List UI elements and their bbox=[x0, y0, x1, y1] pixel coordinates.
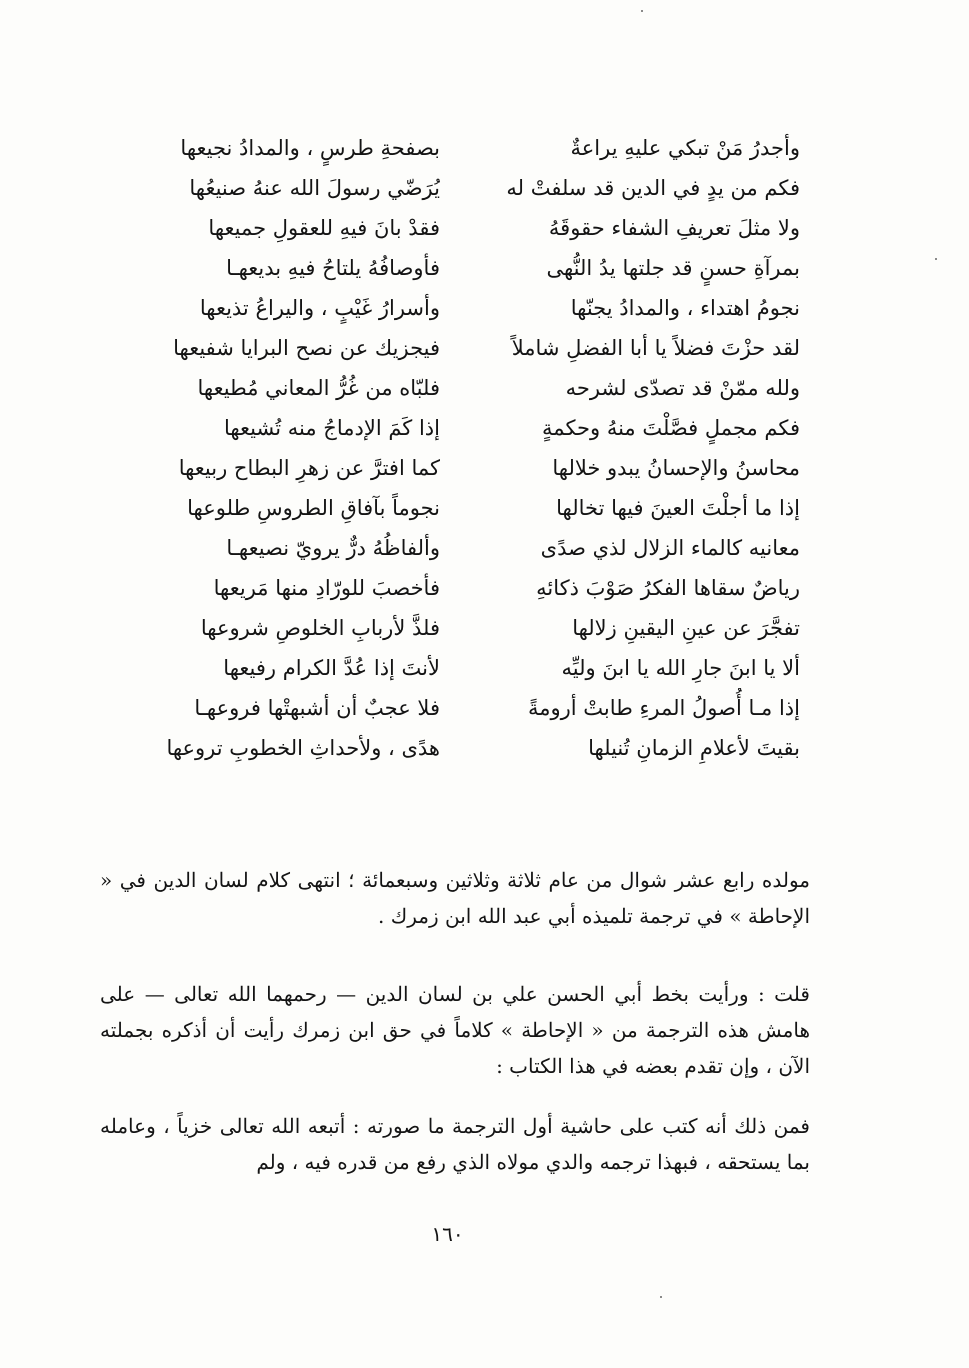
verse-line bbox=[140, 328, 800, 368]
verse-line bbox=[140, 688, 800, 728]
first-hemistich: لقد حزْتَ فضلاً يا أبا الفضلِ شاملاً bbox=[511, 336, 800, 360]
first-hemistich: فكم مجملٍ فصَّلْتَ منهُ وحكمةٍ bbox=[542, 416, 800, 440]
second-hemistich: فقدْ بانَ فيهِ للعقولِ جميعها bbox=[208, 216, 440, 240]
verse-line bbox=[140, 648, 800, 688]
first-hemistich: محاسنُ والإحسانُ يبدو خلالها bbox=[552, 456, 800, 480]
first-hemistich: إذا مـا أُصولُ المرءِ طابتْ أرومةً bbox=[527, 696, 800, 720]
first-hemistich: ولا مثلَ تعريفِ الشفاء حقوقَهُ bbox=[548, 216, 800, 240]
paragraph-text: مولده رابع عشر شوال من عام ثلاثة وثلاثين وسبعمائة ؛ انتهى كلام لسان الدين في « الإحاطة » في ترجمة تلميذه أبي عبد الله ابن زمرك . bbox=[100, 868, 810, 928]
verse-line bbox=[140, 168, 800, 208]
verse-line bbox=[140, 248, 800, 288]
verse-line bbox=[140, 608, 800, 648]
second-hemistich: فأخصبَ للورّادِ منها مَريعها bbox=[213, 576, 440, 600]
verse-line bbox=[140, 568, 800, 608]
first-hemistich: بمرآةِ حسنٍ قد جلتها يدُ النُّهى bbox=[546, 256, 800, 280]
second-hemistich: لأنتَ إذا عُدَّ الكرام رفيعها bbox=[223, 656, 440, 680]
first-hemistich: نجومُ اهتداء ، والمدادُ يجنّها bbox=[570, 296, 800, 320]
first-hemistich: معانيه كالماء الزلال لذي صدًى bbox=[540, 536, 800, 560]
verse-line bbox=[140, 128, 800, 168]
first-hemistich: ولله ممّنْ قد تصدّى لشرحه bbox=[565, 376, 800, 400]
scan-speck bbox=[935, 258, 937, 260]
verse-line bbox=[140, 208, 800, 248]
verse-line bbox=[140, 408, 800, 448]
second-hemistich: نجوماً بآفاقِ الطروسِ طلوعها bbox=[187, 496, 440, 520]
prose-paragraph bbox=[100, 1108, 810, 1180]
second-hemistich: فيجزيك عن نصح البرايا شفيعها bbox=[173, 336, 440, 360]
second-hemistich: وألفاظُهُ درٌّ يرويّ نصيعهـا bbox=[226, 536, 440, 560]
first-hemistich: تفجَّرَ عن عينِ اليقينِ زلالها bbox=[572, 616, 800, 640]
verse-line bbox=[140, 528, 800, 568]
first-hemistich: ألا يا ابنَ جارِ الله يا ابنَ وليِّه bbox=[561, 656, 800, 680]
poem-block bbox=[140, 128, 800, 848]
verse-line bbox=[140, 728, 800, 768]
first-hemistich: بقيتَ لأعلامِ الزمانِ تُنيلها bbox=[588, 736, 800, 760]
first-hemistich: وأجدرُ مَنْ تبكي عليهِ يراعةٌ bbox=[570, 136, 800, 160]
first-hemistich: إذا ما أجلْتَ العينَ فيها تخالها bbox=[556, 496, 800, 520]
paragraph-text: فمن ذلك أنه كتب على حاشية أول الترجمة ما صورته : أتبعه الله تعالى خزياً ، وعامله بما يستحقه ، فبهذا ترجمه والدي مولاه الذي رفع من قدره فيه ، ولم bbox=[100, 1114, 810, 1174]
second-hemistich: فأوصافُهُ يلتاحُ فيهِ بديعهـا bbox=[226, 256, 440, 280]
second-hemistich: يُرَضّي رسولَ الله عنهُ صنيعُها bbox=[189, 176, 440, 200]
scan-speck bbox=[660, 1296, 662, 1298]
second-hemistich: وأسرارُ غَيْبٍ ، واليراعُ تذيعها bbox=[199, 296, 440, 320]
second-hemistich: كما افترَّ عن زهرِ البطاح ربيعها bbox=[178, 456, 440, 480]
verse-line bbox=[140, 368, 800, 408]
scan-speck bbox=[641, 10, 643, 12]
second-hemistich: إذا كَمَ الإدماجُ منه تُشيعها bbox=[223, 416, 440, 440]
second-hemistich: فلذَّ لأربابِ الخلوصِ شروعها bbox=[200, 616, 440, 640]
verse-line bbox=[140, 488, 800, 528]
prose-paragraph bbox=[100, 862, 810, 934]
prose-paragraph bbox=[100, 976, 810, 1084]
first-hemistich: رياضٌ سقاها الفكرُ صَوْبَ ذكائهِ bbox=[536, 576, 800, 600]
page-number: ١٦٠ bbox=[431, 1222, 464, 1246]
second-hemistich: بصفحةِ طرسٍ ، والمدادُ نجيعها bbox=[180, 136, 440, 160]
second-hemistich: فلا عجبٌ أن أشبهتْها فروعهـا bbox=[194, 696, 440, 720]
second-hemistich: هدًى ، ولأحداثِ الخطوبِ تروعها bbox=[166, 736, 440, 760]
verse-line bbox=[140, 448, 800, 488]
verse-line bbox=[140, 288, 800, 328]
second-hemistich: فلبّاه من غُرُّ المعاني مُطيعها bbox=[197, 376, 440, 400]
first-hemistich: فكم من يدٍ في الدين قد سلفتْ له bbox=[506, 176, 800, 200]
paragraph-text: قلت : ورأيت بخط أبي الحسن علي بن لسان الدين — رحمهما الله تعالى — على هامش هذه الترجمة من « الإحاطة » كلاماً في حق ابن زمرك رأيت أن أذكره بجملته الآن ، وإن تقدم بعضه في هذا الكتاب : bbox=[100, 982, 810, 1078]
